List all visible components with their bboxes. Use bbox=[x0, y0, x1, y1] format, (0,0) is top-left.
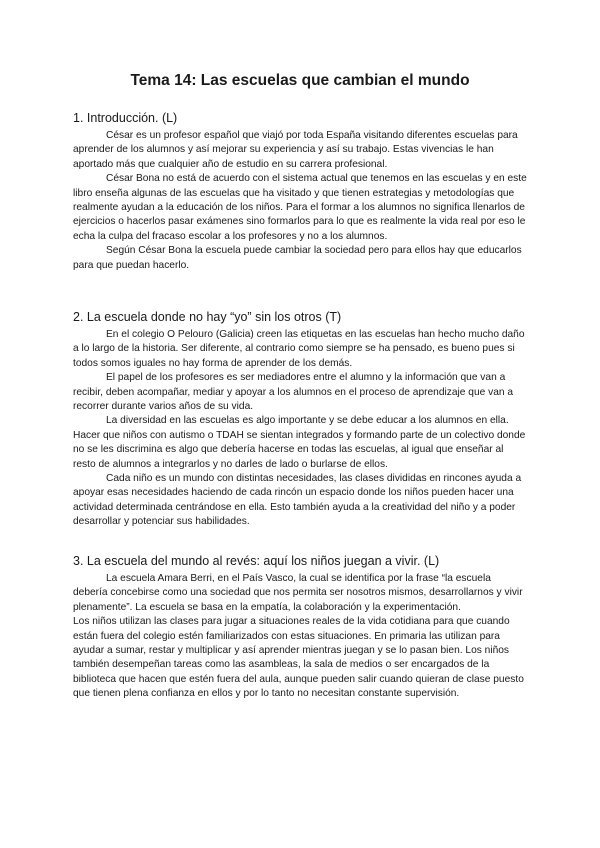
section-heading: 3. La escuela del mundo al revés: aquí los niños juegan a vivir. (L) bbox=[73, 554, 440, 568]
section-heading: 2. La escuela donde no hay “yo” sin los otros (T) bbox=[73, 310, 342, 324]
paragraph: Los niños utilizan las clases para jugar a situaciones reales de la vida cotidiana para que cuando están fuera del colegio estén familiarizados con estas situaciones. En primaria las utilizan para ayudar a sumar, restar y multiplicar y así aprender mientras juegan y se lo pasan bien. Los niños también desempeñan tareas como las asambleas, la sala de medios o ser encargados de la biblioteca que hacen que estén fuera del aula, aunque pueden salir cuando quieran de clase puesto que tienen plena confianza en ellos y por lo tanto no necesitan constante supervisión. bbox=[73, 616, 524, 700]
document-title: Tema 14: Las escuelas que cambian el mundo bbox=[130, 72, 470, 89]
section-escuela-sin-yo bbox=[73, 309, 527, 530]
section-introduccion bbox=[73, 110, 527, 273]
paragraph: Cada niño es un mundo con distintas necesidades, las clases divididas en rincones ayuda a apoyar esas necesidades haciendo de cada rincón un espacio donde los niños pueden hacer una actividad determinada centrándose en ella. Esto también ayuda a la creatividad del niño y a poder desarrollar y potenciar sus habilidades. bbox=[73, 473, 522, 528]
paragraph: La diversidad en las escuelas es algo importante y se debe educar a los alumnos en ella. Hacer que niños con autismo o TDAH se sientan integrados y formando parte de un colectivo donde no se les discrimina es algo que debería hacerse en todas las escuelas, al igual que enseñar al resto de alumnos a integrarlos y no darles de lado o burlarse de ellos. bbox=[73, 415, 526, 470]
section-heading: 1. Introducción. (L) bbox=[73, 111, 178, 125]
section-mundo-al-reves bbox=[73, 553, 527, 702]
paragraph: César es un profesor español que viajó por toda España visitando diferentes escuelas para aprender de los alumnos y así mejorar su experiencia y así su trabajo. Estas vivencias le han aportado más que cualquier año de estudio en su carrera profesional. bbox=[73, 130, 518, 170]
paragraph: La escuela Amara Berri, en el País Vasco, la cual se identifica por la frase “la escuela debería concebirse como una sociedad que nos permita ser nosotros mismos, desarrollarnos y vivir plenamente”. La escuela se basa en la empatía, la colaboración y la experimentación. bbox=[73, 573, 523, 613]
paragraph: César Bona no está de acuerdo con el sistema actual que tenemos en las escuelas y en este libro enseña algunas de las escuelas que ha visitado y que tienen estrategias y metodologías que realmente ayudan a la educación de los niños. Para el formar a los alumnos no significa llenarlos de ejercicios o hacerlos pasar exámenes sino formarlos para lo que es realmente la vida real por eso le echa la culpa del fracaso escolar a los profesores y no a los alumnos. bbox=[73, 173, 527, 242]
paragraph: En el colegio O Pelouro (Galicia) creen las etiquetas en las escuelas han hecho mucho daño a lo largo de la historia. Ser diferente, al contrario como siempre se ha pensado, es bueno pues si todos somos iguales no hay forma de aprender de los demás. bbox=[73, 329, 525, 369]
paragraph: El papel de los profesores es ser mediadores entre el alumno y la información que van a recibir, deben acompañar, mediar y apoyar a los alumnos en el proceso de aprendizaje que van a recorrer durante varios años de su vida. bbox=[73, 372, 514, 413]
paragraph: Según César Bona la escuela puede cambiar la sociedad pero para ellos hay que educarlos para que puedan hacerlo. bbox=[73, 245, 522, 271]
